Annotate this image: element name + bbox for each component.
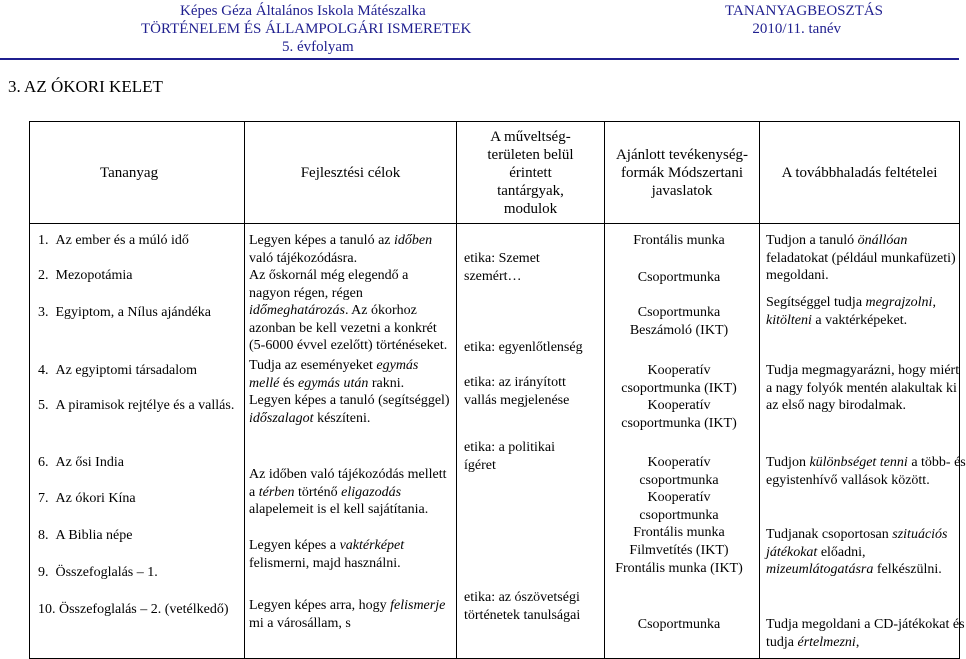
requirement-paragraph-text: , [932,295,936,310]
goal-paragraph-text: mi a városállam, s [249,615,351,631]
goal-paragraph-text: időszalagot [249,410,314,426]
requirement-paragraph-text: mizeumlátogatásra [766,562,874,577]
school-year: 2010/11. tanév [752,21,841,37]
requirement-paragraph [766,232,966,285]
requirement-paragraph [766,362,966,415]
requirement-paragraph-text: Segítséggel tudja [766,295,866,310]
requirement-paragraph [766,616,966,651]
col-header-muveltseg-text: A műveltség-területen belül érintett tantárgyak, modulok [487,128,574,217]
col-header-tovabbhaladas: A továbbhaladás feltételei [760,122,960,224]
topic-item: 6. Az ősi India [38,455,124,470]
goal-paragraph-text: időben [394,233,433,248]
goal-paragraph-text: eligazodás [341,484,402,500]
requirement-paragraph [766,294,966,329]
goal-paragraph-text: időmeghatározás [249,303,345,318]
requirement-paragraph-text: Tudjon a tanuló [766,233,858,248]
activity-item: Csoportmunka [637,305,721,320]
goal-paragraph [249,232,451,267]
goal-paragraph [249,597,451,632]
goal-paragraph-text: egymás után [298,375,369,391]
requirement-paragraph-text: feladatokat (például munkafüzeti) megoldani. [766,250,956,283]
table-header-row [30,122,960,224]
activity-item: Frontális munka (IKT) [615,561,743,576]
topic-item: 4. Az egyiptomi társadalom [38,363,198,378]
school-name: Képes Géza Általános Iskola Mátészalka [180,3,426,19]
goal-paragraph [249,537,451,572]
fejlesztes-cell [245,224,457,659]
goal-paragraph-text: és [279,375,298,391]
header-divider [0,58,959,60]
tovabbhaladas-cell [760,224,966,659]
goal-paragraph [249,392,451,427]
activity-item: Csoportmunka [637,617,721,632]
goal-paragraph-text: egymás mellé [249,358,419,391]
subject-item: etika: az irányított vallás megjelenése [464,375,570,408]
requirement-paragraph-text: előadni, [817,544,866,560]
requirement-paragraph-text: Tudja megmagyarázni, hogy miért a nagy folyók mentén alakultak ki az első nagy birodalmak. [766,363,960,413]
goal-paragraph-text: felismerni, majd használni. [249,555,401,571]
topic-item: 3. Egyiptom, a Nílus ajándéka [38,305,212,320]
goal-paragraph-text: történő [294,484,342,500]
requirement-paragraph-text: kitölteni [766,312,812,328]
goal-paragraph-text: Legyen képes a [249,538,340,553]
goal-paragraph-text: alapelemeit is el kell sajátítania. [249,502,429,517]
activity-item: Beszámoló (IKT) [629,323,729,338]
goal-paragraph-text: térben [258,484,295,500]
subject-item: etika: az ószövetségi történetek tanulságai [464,590,581,623]
requirement-paragraph-text: Tudjon [766,455,810,470]
requirement-paragraph [766,526,966,579]
requirement-paragraph-text: , [855,634,860,650]
tananyag-cell [30,224,245,659]
activity-item: Filmvetítés (IKT) [629,543,729,558]
requirement-paragraph-text: a vaktérképeket. [811,312,908,328]
requirement-paragraph-text: Tudja megoldani a CD-játékokat és tudja [766,617,965,650]
topic-item: 10. Összefoglalás – 2. (vetélkedő) [38,602,229,617]
requirement-paragraph-text: önállóan [857,233,908,248]
requirement-paragraph [766,454,966,489]
section-title: 3. AZ ÓKORI KELET [8,77,163,96]
goal-paragraph-text: rakni. [368,375,405,391]
activity-item: Kooperatív csoportmunka (IKT) [621,363,737,396]
page-header [0,0,959,58]
topic-item: 7. Az ókori Kína [38,491,136,506]
plan-label: TANANYAGBEOSZTÁS [725,3,883,19]
requirement-paragraph-text: felkészülni. [873,562,942,577]
topic-item: 1. Az ember és a múló idő [38,233,189,248]
goal-paragraph-text: vaktérképet [339,538,405,553]
activity-item: Kooperatív csoportmunka [639,490,719,523]
topic-item: 9. Összefoglalás – 1. [38,565,158,580]
goal-paragraph [249,357,451,392]
table-body-row [30,224,960,659]
col-header-tananyag: Tananyag [30,122,245,224]
muveltseg-cell [457,224,605,659]
col-header-tevekenyseg [605,122,760,224]
topic-item: 2. Mezopotámia [38,268,133,283]
goal-paragraph-text: Legyen képes arra, hogy [249,598,391,613]
activity-item: Frontális munka [633,233,725,248]
grade-label: 5. évfolyam [282,39,354,55]
goal-paragraph-text: . Az ókorhoz azonban be kell vezetni a konkrét (5-6000 évvel ezelőtt) történéseket. [249,303,448,353]
goal-paragraph-text: Az időben való tájékozódás mellett a [249,467,447,500]
goal-paragraph [249,267,451,355]
activity-item: Kooperatív csoportmunka [639,455,719,488]
goal-paragraph-text: készíteni. [313,410,371,426]
requirement-paragraph-text: Tudjanak csoportosan [766,527,893,542]
activity-item: Frontális munka [633,525,725,540]
subject-item: etika: Szemet szemért… [464,251,540,284]
tevekenyseg-cell [605,224,760,659]
topic-item: 8. A Biblia népe [38,528,133,543]
subject-item: etika: a politikai ígéret [464,440,555,473]
goal-paragraph-text: Legyen képes a tanuló az [249,233,394,248]
goal-paragraph [249,466,451,519]
col-header-fejlesztes: Fejlesztési célok [245,122,457,224]
requirement-paragraph-text: szituációs játékokat [766,527,948,560]
activity-item: Csoportmunka [637,270,721,285]
subject-name: TÖRTÉNELEM ÉS ÁLLAMPOLGÁRI ISMERETEK [141,21,472,37]
requirement-paragraph-text: különbséget tenni [809,455,908,470]
curriculum-table [29,121,966,659]
activity-item: Kooperatív csoportmunka (IKT) [621,398,737,431]
requirement-paragraph-text: értelmezni [797,634,856,650]
col-header-muveltseg [457,122,605,224]
topic-item: 5. A piramisok rejtélye és a vallás. [38,398,235,413]
requirement-paragraph-text: megrajzolni [865,295,933,310]
goal-paragraph-text: Tudja az eseményeket [249,358,377,373]
requirement-paragraph-text: a több- és egyistenhívő vallások között. [766,455,966,488]
goal-paragraph-text: Az őskornál még elegendő a nagyon régen, régen [249,268,409,301]
subject-item: etika: egyenlőtlenség [464,340,583,355]
col-header-tevekenyseg-text: Ajánlott tevékenység-formák Módszertani javaslatok [615,146,749,199]
goal-paragraph-text: felismerje [390,598,446,613]
goal-paragraph-text: Legyen képes a tanuló (segítséggel) [249,393,450,408]
goal-paragraph-text: való tájékozódásra. [249,250,358,266]
